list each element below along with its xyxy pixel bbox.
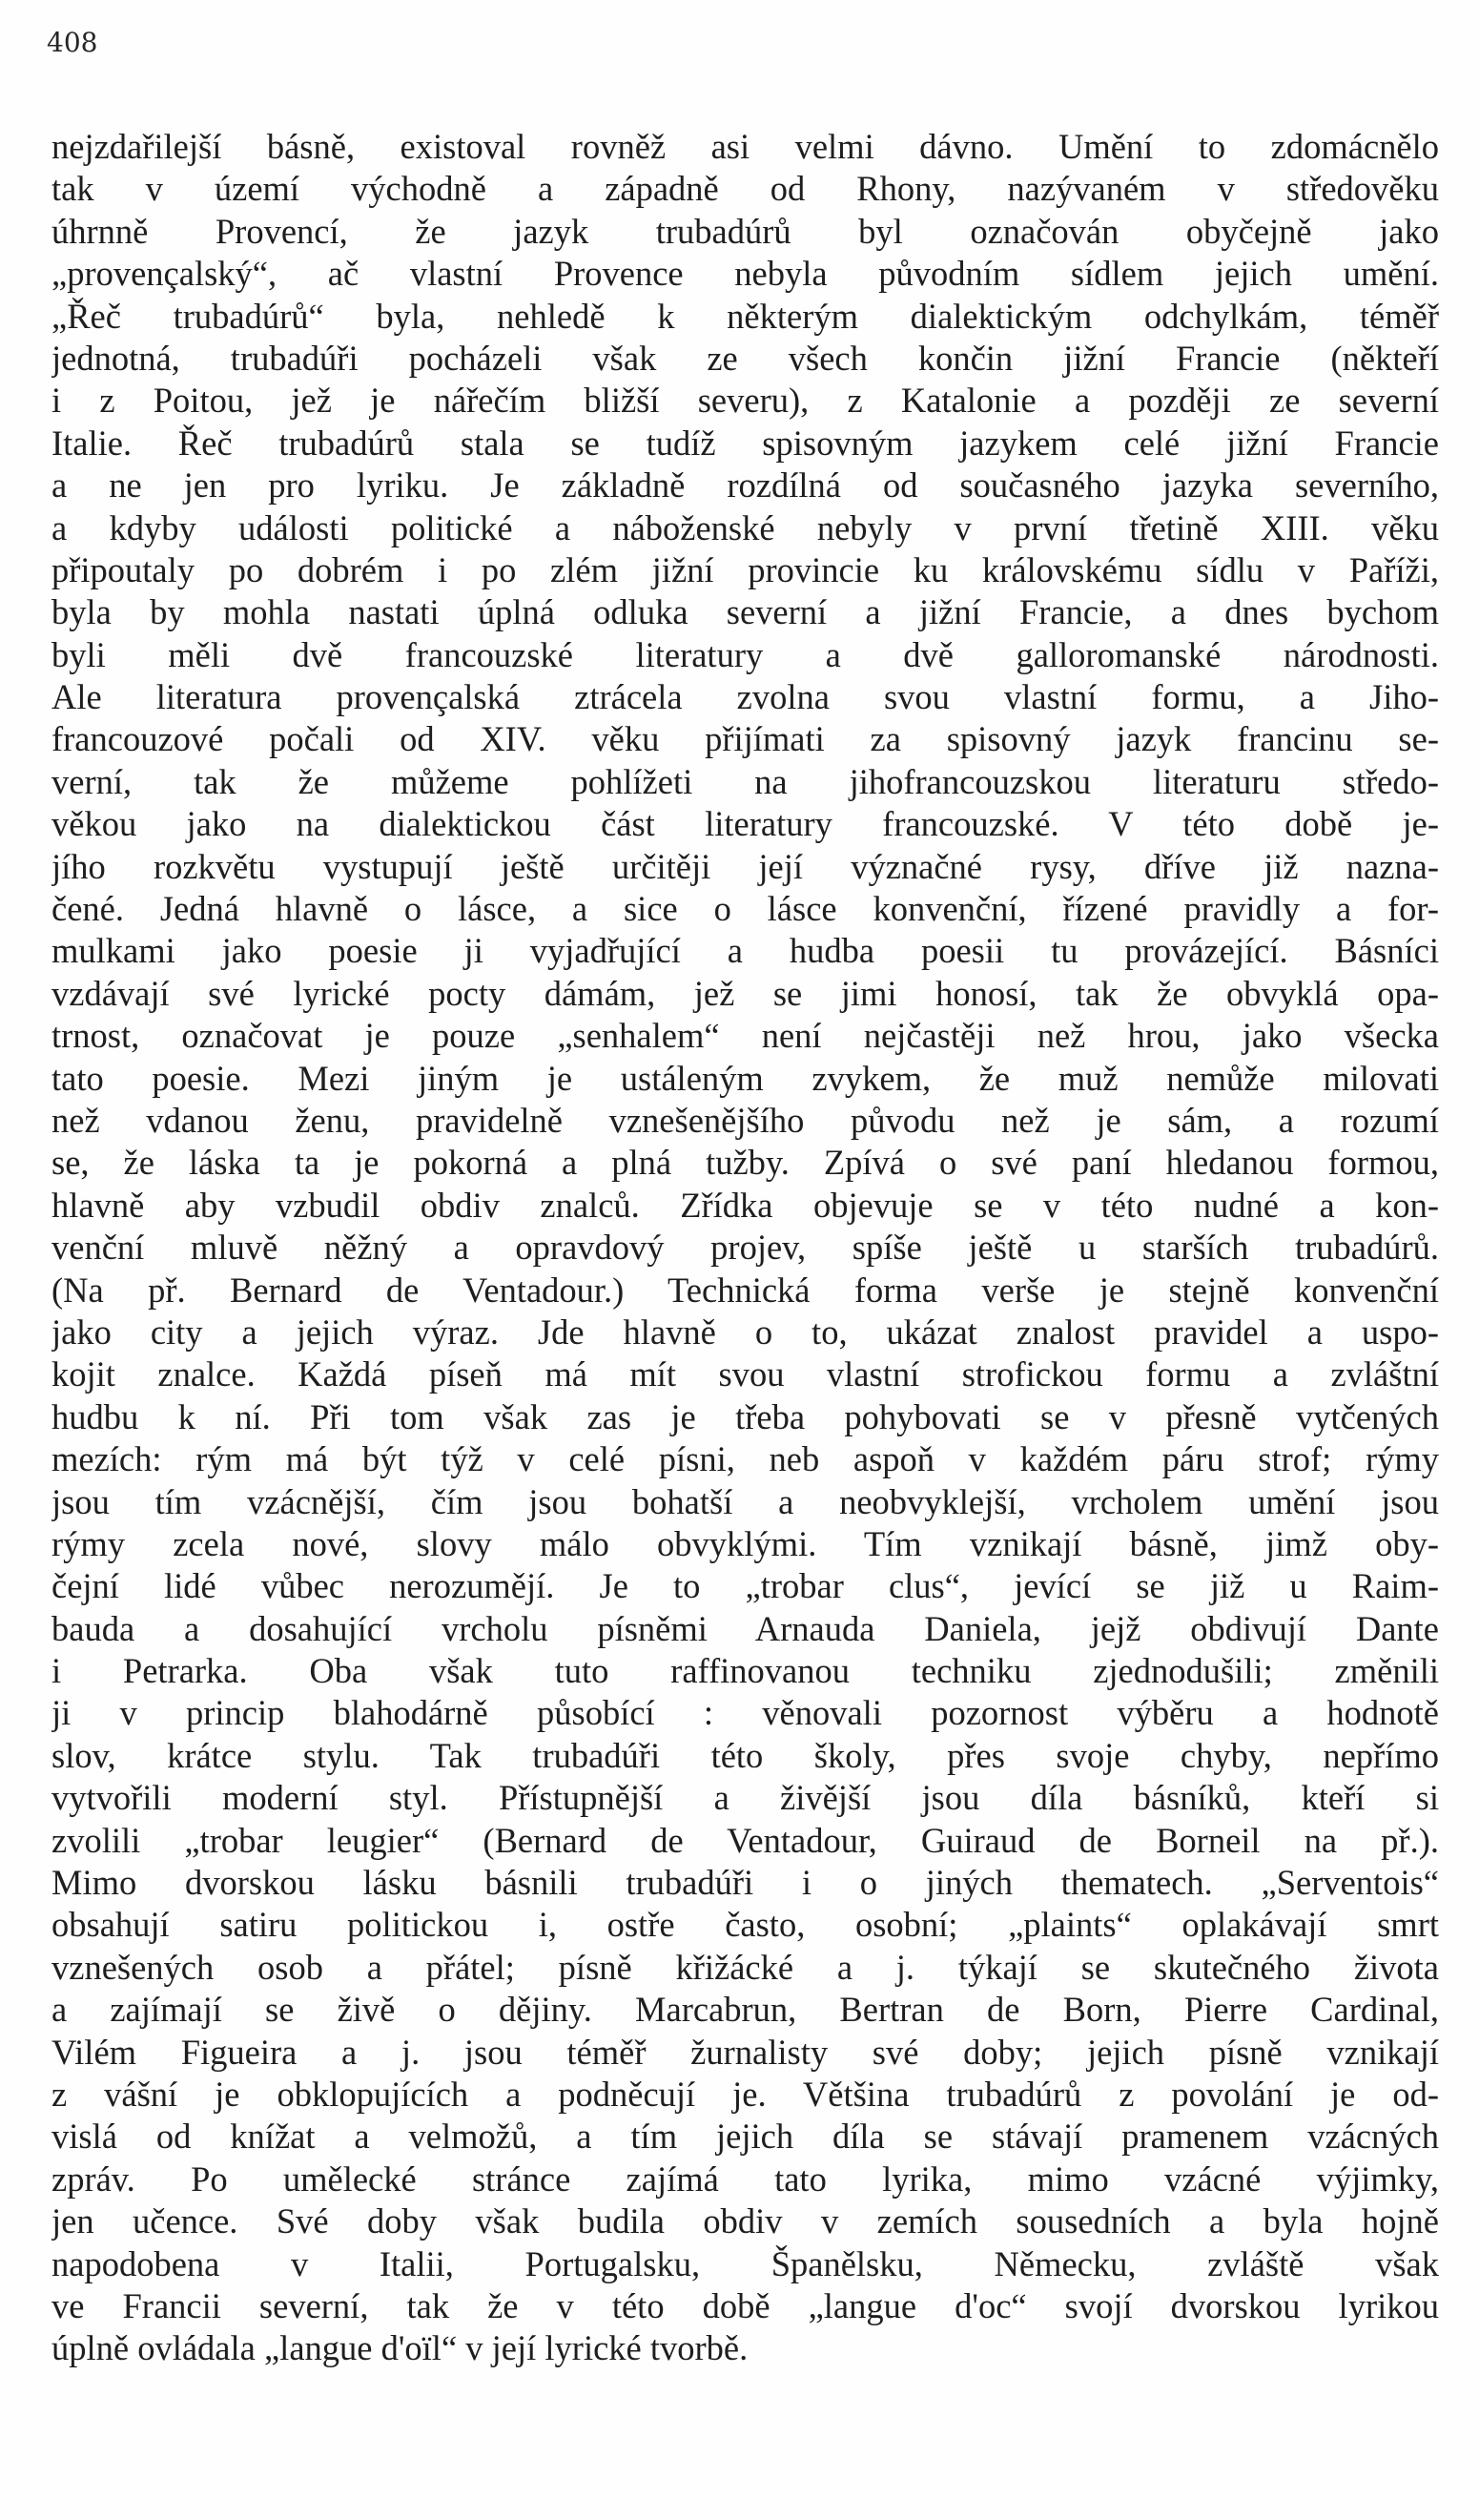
text-line: mulkami jako poesie ji vyjadřující a hudba poesii tu provázející. Básníci xyxy=(51,931,1439,971)
text-line: tak v území východně a západně od Rhony, nazývaném v středověku xyxy=(51,169,1439,209)
text-line: věkou jako na dialektickou část literatury francouzské. V této době je- xyxy=(51,804,1439,844)
text-line: napodobena v Italii, Portugalsku, Španělsku, Německu, zvláště však xyxy=(51,2243,1439,2283)
text-line: a kdyby události politické a náboženské nebyly v první třetině XIII. věku xyxy=(51,507,1439,547)
text-line: Ale literatura provençalská ztrácela zvolna svou vlastní formu, a Jiho- xyxy=(51,677,1439,717)
text-line: Italie. Řeč trubadúrů stala se tudíž spisovným jazykem celé jižní Francie xyxy=(51,423,1439,463)
text-line: bauda a dosahující vrcholu písněmi Arnauda Daniela, jejž obdivují Dante xyxy=(51,1608,1439,1648)
text-line: hudbu k ní. Při tom však zas je třeba pohybovati se v přesně vytčených xyxy=(51,1396,1439,1436)
text-line: zvolili „trobar leugier“ (Bernard de Ventadour, Guiraud de Borneil na př.). xyxy=(51,1820,1439,1860)
text-line: jako city a jejich výraz. Jde hlavně o to, ukázat znalost pravidel a uspo- xyxy=(51,1312,1439,1352)
text-line: jen učence. Své doby však budila obdiv v zemích sousedních a byla hojně xyxy=(51,2201,1439,2241)
text-line: ji v princip blahodárně působící : věnovali pozornost výběru a hodnotě xyxy=(51,1693,1439,1733)
text-line: slov, krátce stylu. Tak trubadúři této školy, přes svoje chyby, nepřímo xyxy=(51,1735,1439,1775)
text-line: se, že láska ta je pokorná a plná tužby. Zpívá o své paní hledanou formou, xyxy=(51,1143,1439,1183)
text-line: vislá od knížat a velmožů, a tím jejich díla se stávají pramenem vzácných xyxy=(51,2117,1439,2157)
text-line: i z Poitou, jež je nářečím bližší severu), z Katalonie a později ze severní xyxy=(51,381,1439,421)
text-line: z vášní je obklopujících a podněcují je. Většina trubadúrů z povolání je od- xyxy=(51,2074,1439,2114)
text-line: hlavně aby vzbudil obdiv znalců. Zřídka objevuje se v této nudné a kon- xyxy=(51,1185,1439,1225)
text-line: Vilém Figueira a j. jsou téměř žurnalisty své doby; jejich písně vznikají xyxy=(51,2032,1439,2072)
text-line: tato poesie. Mezi jiným je ustáleným zvykem, že muž nemůže milovati xyxy=(51,1058,1439,1098)
text-line: nejzdařilejší básně, existoval rovněž asi velmi dávno. Umění to zdomácnělo xyxy=(51,127,1439,166)
text-line: jsou tím vzácnější, čím jsou bohatší a neobvyklejší, vrcholem umění jsou xyxy=(51,1481,1439,1521)
text-line: než vdanou ženu, pravidelně vznešenějšího původu než je sám, a rozumí xyxy=(51,1100,1439,1140)
text-line: francouzové počali od XIV. věku přijímati za spisovný jazyk francinu se- xyxy=(51,719,1439,759)
body-text xyxy=(51,126,1439,2370)
text-line: zpráv. Po umělecké stránce zajímá tato lyrika, mimo vzácné výjimky, xyxy=(51,2159,1439,2199)
text-line: „Řeč trubadúrů“ byla, nehledě k některým dialektickým odchylkám, téměř xyxy=(51,296,1439,336)
text-line: (Na př. Bernard de Ventadour.) Technická forma verše je stejně konvenční xyxy=(51,1270,1439,1310)
text-line: rýmy zcela nové, slovy málo obvyklými. Tím vznikají básně, jimž oby- xyxy=(51,1523,1439,1563)
text-line: venční mluvě něžný a opravdový projev, spíše ještě u starších trubadúrů. xyxy=(51,1228,1439,1268)
text-line: vzdávají své lyrické pocty dámám, jež se jimi honosí, tak že obvyklá opa- xyxy=(51,973,1439,1013)
text-line: a ne jen pro lyriku. Je základně rozdílná od současného jazyka severního, xyxy=(51,465,1439,506)
text-line: vznešených osob a přátel; písně křižácké a j. týkají se skutečného života xyxy=(51,1947,1439,1987)
text-line: byla by mohla nastati úplná odluka severní a jižní Francie, a dnes bychom xyxy=(51,592,1439,632)
text-line: Mimo dvorskou lásku básnili trubadúři i o jiných thematech. „Serventois“ xyxy=(51,1863,1439,1903)
text-line: kojit znalce. Každá píseň má mít svou vlastní strofickou formu a zvláštní xyxy=(51,1354,1439,1394)
text-line: jího rozkvětu vystupují ještě určitěji její význačné rysy, dříve již nazna- xyxy=(51,846,1439,886)
text-line: připoutaly po dobrém i po zlém jižní provincie ku královskému sídlu v Paříži, xyxy=(51,549,1439,589)
text-line: úhrnně Provencí, že jazyk trubadúrů byl označován obyčejně jako xyxy=(51,211,1439,251)
text-line: „provençalský“, ač vlastní Provence nebyla původním sídlem jejich umění. xyxy=(51,254,1439,294)
text-line: mezích: rým má být týž v celé písni, neb aspoň v každém páru strof; rýmy xyxy=(51,1439,1439,1479)
text-line: jednotná, trubadúři pocházeli však ze všech končin jižní Francie (někteří xyxy=(51,338,1439,378)
text-line: verní, tak že můžeme pohlížeti na jihofrancouzskou literaturu středo- xyxy=(51,761,1439,801)
text-line: byli měli dvě francouzské literatury a dvě galloromanské národnosti. xyxy=(51,634,1439,674)
text-line: vytvořili moderní styl. Přístupnější a živější jsou díla básníků, kteří si xyxy=(51,1778,1439,1818)
text-line: čejní lidé vůbec nerozumějí. Je to „trobar clus“, jevící se již u Raim- xyxy=(51,1566,1439,1606)
text-line: ve Francii severní, tak že v této době „langue d'oc“ svojí dvorskou lyrikou xyxy=(51,2285,1439,2325)
text-line: úplně ovládala „langue d'oïl“ v její lyrické tvorbě. xyxy=(51,2328,749,2368)
text-line: i Petrarka. Oba však tuto raffinovanou techniku zjednodušili; změnili xyxy=(51,1651,1439,1691)
text-line: trnost, označovat je pouze „senhalem“ není nejčastěji než hrou, jako všecka xyxy=(51,1016,1439,1056)
text-line: a zajímají se živě o dějiny. Marcabrun, Bertran de Born, Pierre Cardinal, xyxy=(51,1990,1439,2030)
text-line: čené. Jedná hlavně o lásce, a sice o lásce konvenční, řízené pravidly a for- xyxy=(51,889,1439,929)
text-line: obsahují satiru politickou i, ostře často, osobní; „plaints“ oplakávají smrt xyxy=(51,1905,1439,1945)
page-number: 408 xyxy=(47,27,98,58)
